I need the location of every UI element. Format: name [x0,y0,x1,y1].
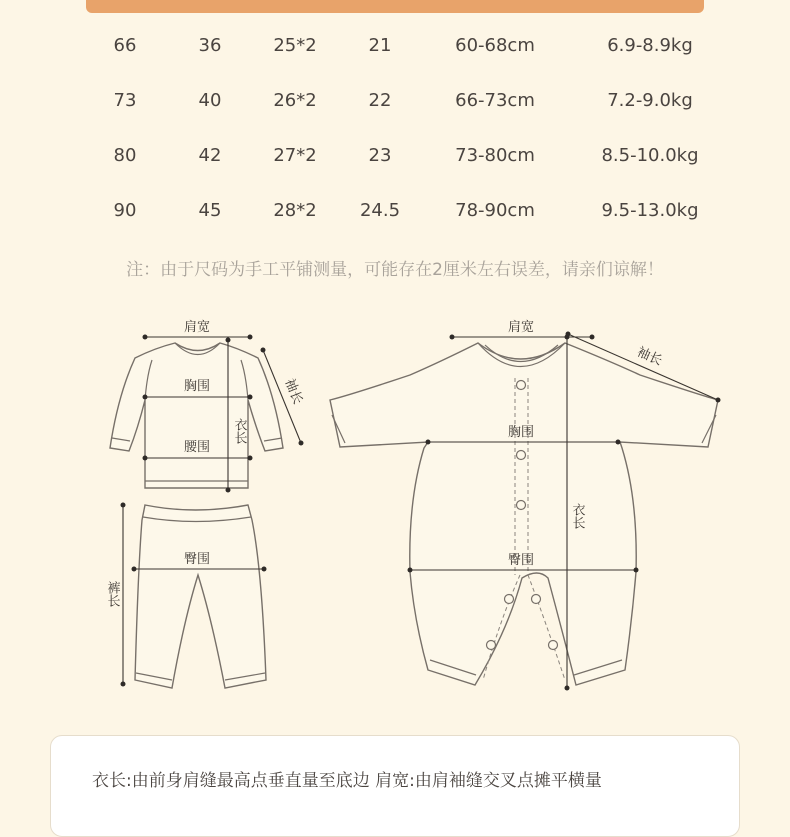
table-cell: 78-90cm [455,200,535,221]
table-cell: 66 [113,35,137,56]
shirt-waist-label: 腰围 [183,440,211,455]
table-cell: 40 [198,90,222,111]
measurement-diagram [0,300,790,710]
table-cell: 60-68cm [455,35,535,56]
table-row [70,73,720,128]
table-row [70,183,720,238]
table-cell: 80 [113,145,137,166]
table-cell: 42 [198,145,222,166]
definition-term-length: 衣长: [92,771,132,791]
romper-chest-label: 胸围 [507,425,535,440]
table-cell: 73 [113,90,137,111]
romper-illustration [330,343,718,685]
pants-length-label: 裤长 [104,581,120,607]
measurement-note: 注：由于尺码为手工平铺测量，可能存在2厘米左右误差，请亲们谅解！ [126,260,664,280]
size-table [70,18,720,238]
shirt-chest-label: 胸围 [183,379,211,394]
table-cell: 28*2 [273,200,317,221]
romper-shoulder-label: 肩宽 [507,320,535,335]
definition-text-shoulder: 由肩袖缝交叉点摊平横量 [414,771,602,791]
table-cell: 24.5 [359,200,401,221]
definitions-text [92,766,602,791]
table-cell: 36 [198,35,222,56]
table-cell: 21 [368,35,392,56]
table-header-band [86,0,704,13]
table-cell: 25*2 [273,35,317,56]
shirt-illustration [110,343,283,488]
table-cell: 23 [368,145,392,166]
romper-length-label: 衣长 [569,503,585,529]
table-cell: 22 [368,90,392,111]
table-cell: 9.5-13.0kg [601,200,699,221]
pants-length-measure [121,503,126,687]
definition-text-length: 由前身肩缝最高点垂直量至底边 [131,771,370,791]
shirt-shoulder-measure [143,335,253,340]
pants-illustration [135,505,266,688]
table-cell: 26*2 [273,90,317,111]
table-cell: 8.5-10.0kg [601,145,699,166]
shirt-length-label: 衣长 [231,418,247,444]
table-cell: 45 [198,200,222,221]
table-row [70,18,720,73]
pants-hip-label: 臀围 [183,552,211,567]
table-row [70,128,720,183]
table-cell: 27*2 [273,145,317,166]
shirt-sleeve-label: 袖长 [281,376,306,407]
table-cell: 7.2-9.0kg [607,90,693,111]
shirt-shoulder-label: 肩宽 [183,320,211,335]
table-cell: 90 [113,200,137,221]
table-cell: 6.9-8.9kg [607,35,693,56]
romper-shoulder-measure [450,335,595,340]
romper-hip-label: 臀围 [507,553,535,568]
table-cell: 66-73cm [455,90,535,111]
table-cell: 73-80cm [455,145,535,166]
romper-sleeve-label: 袖长 [634,344,665,369]
definition-term-shoulder: 肩宽: [375,771,415,791]
